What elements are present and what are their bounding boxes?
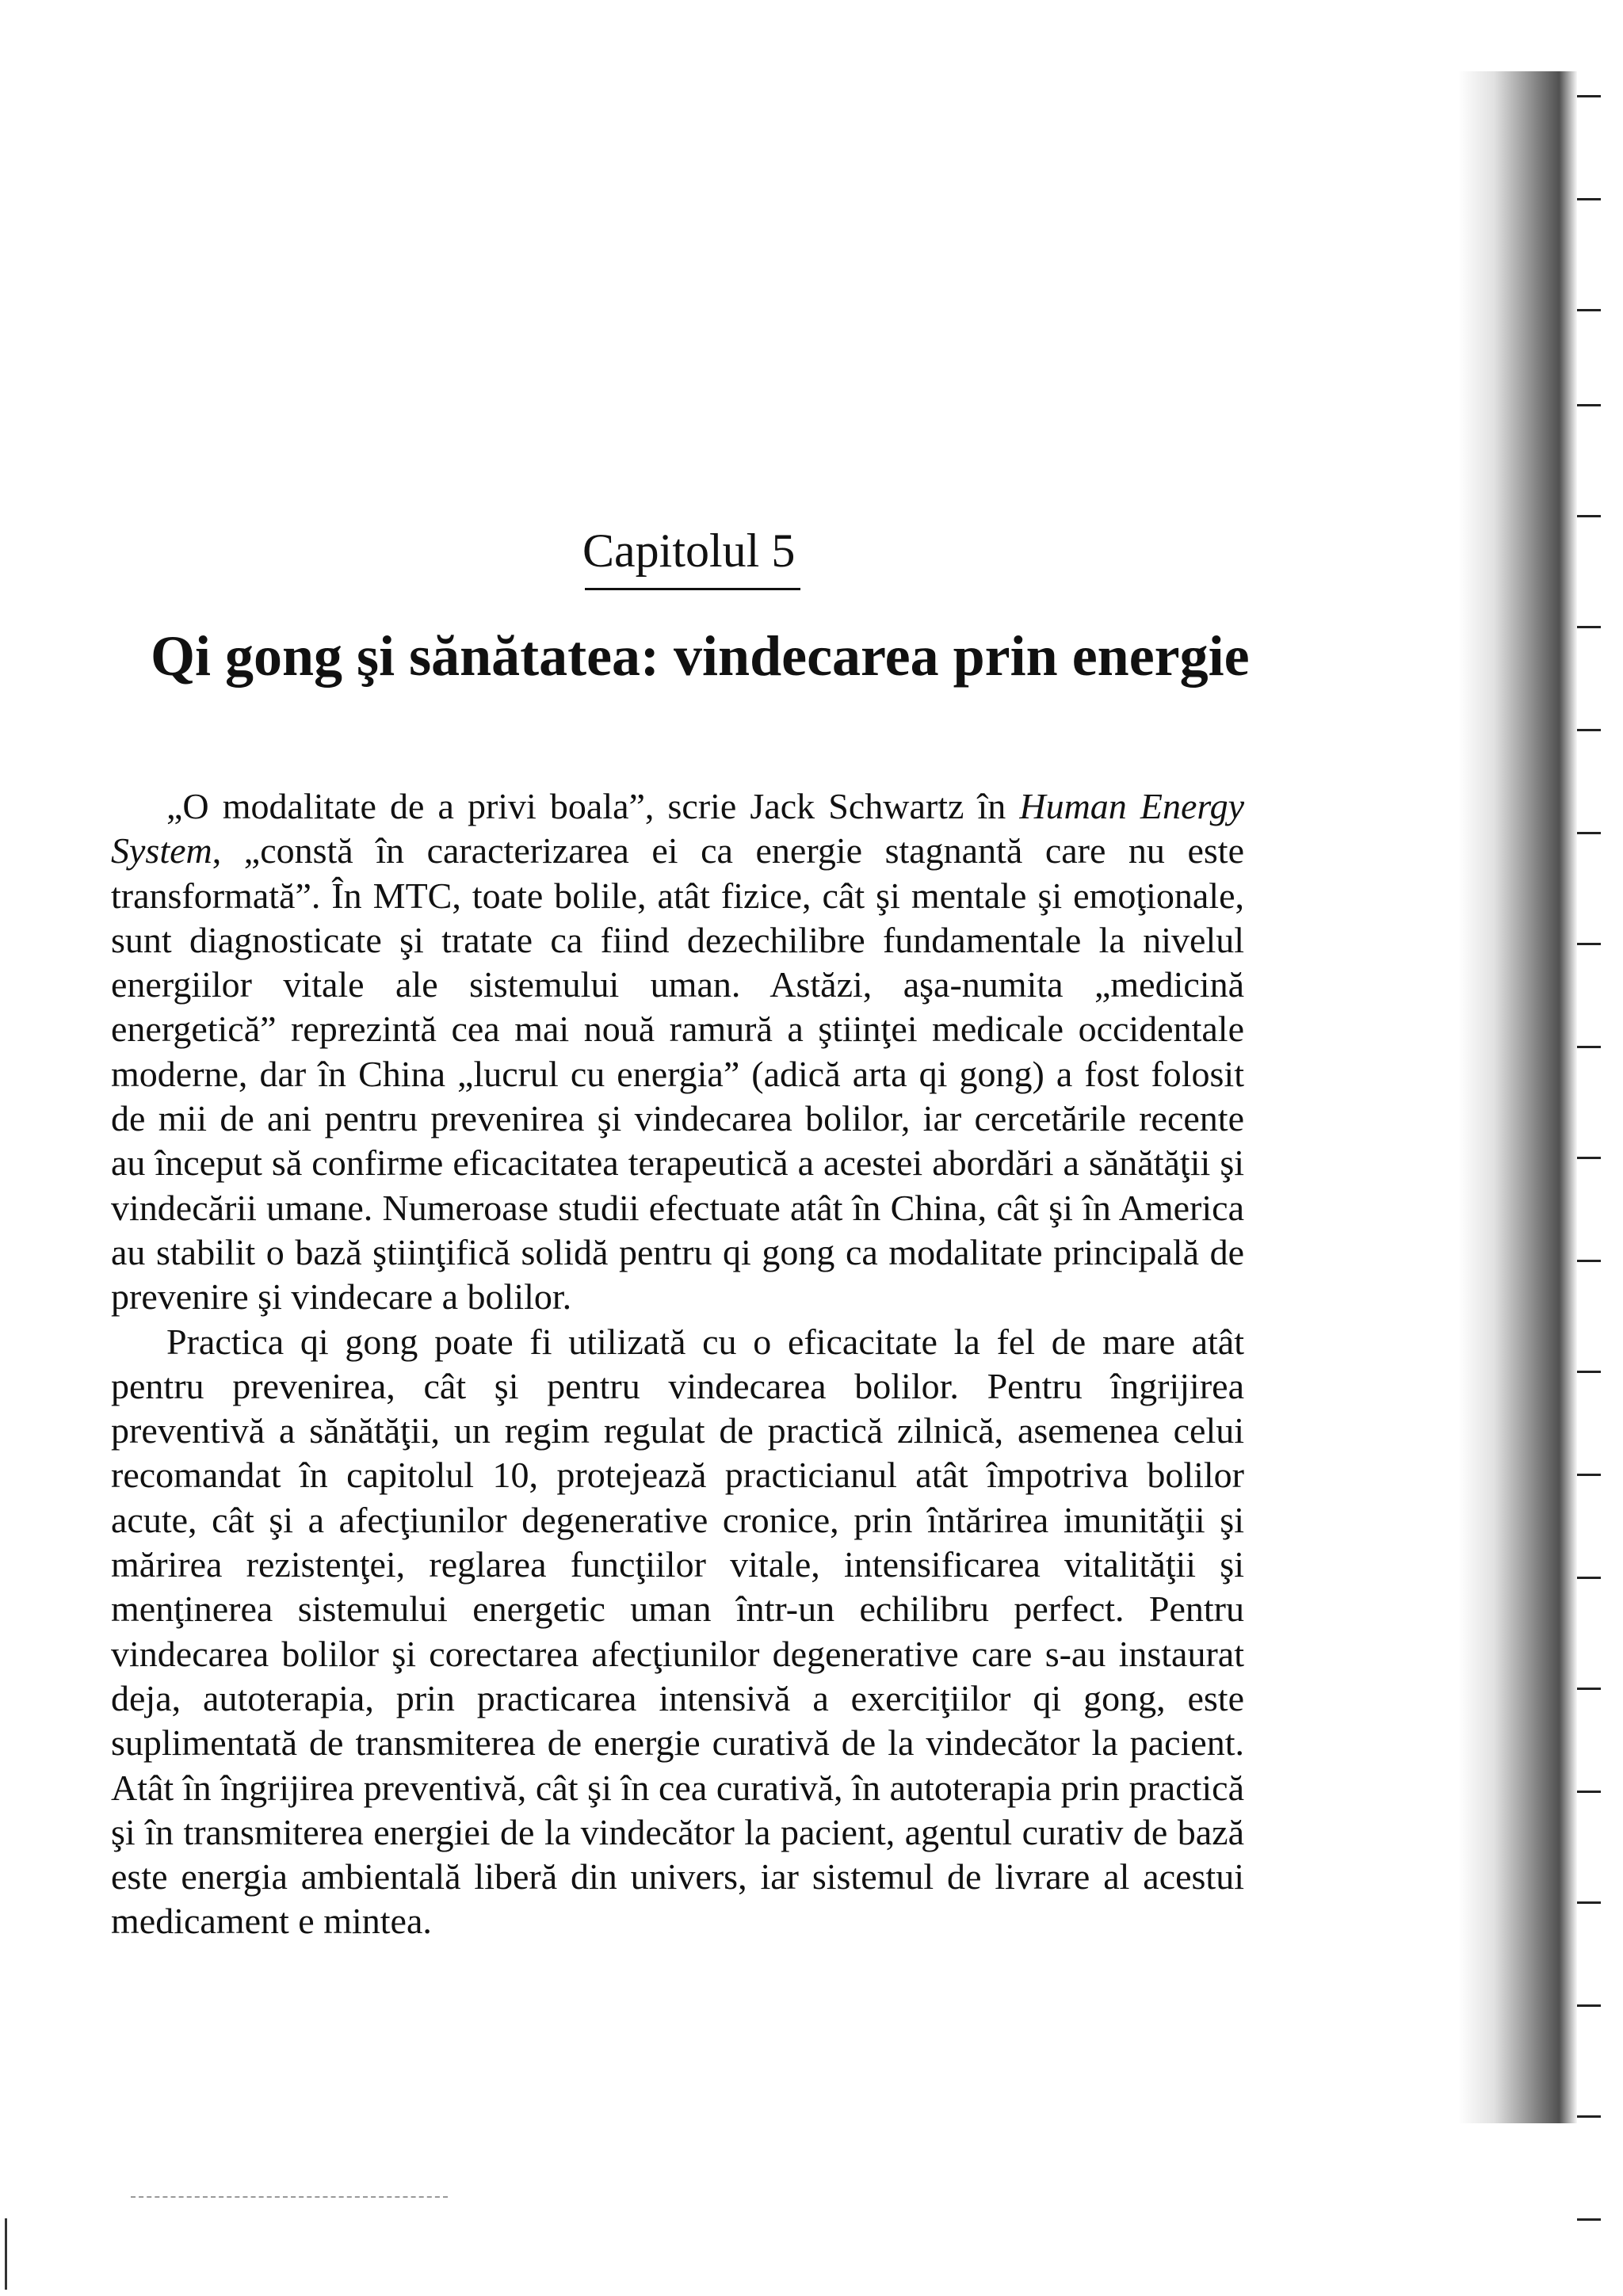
chapter-label: Capitolul 5	[582, 524, 796, 577]
body-text	[111, 784, 1244, 1944]
paragraph-2	[111, 1320, 1244, 1944]
chapter-title: Qi gong şi sănătatea: vindecarea prin energie	[151, 624, 1250, 688]
book-title-italic: Human Energy System	[111, 786, 1244, 871]
scan-edge-shadow	[1458, 71, 1577, 2123]
paragraph-2-text: Practica qi gong poate fi utilizată cu o eficacitate la fel de mare atât pentru prevenirea, cât şi pentru vindecarea bolilor. Pentru îngrijirea preventivă a sănătăţii, un regim regulat de practică zilnică, asemenea celui recomandat în capitolul 10, protejează practicianul atât împotriva bolilor acute, cât şi a afecţiunilor degenerative cronice, prin întărirea imunităţii şi mărirea rezistenţei, reglarea funcţiilor vitale, intensificarea vitalităţii şi menţinerea sistemului energetic uman într-un echilibru perfect. Pentru vindecarea bolilor şi corectarea afecţiunilor degenerative care s-au instaurat deja, autoterapia, prin practicarea intensivă a exerciţiilor qi gong, este suplimentată de transmiterea de energie curativă de la vindecător la pacient. Atât în îngrijirea preventivă, cât şi în cea curativă, în autoterapia prin practică şi în transmiterea energiei de la vindecător la pacient, agentul curativ de bază este energia ambientală liberă din univers, iar sistemul de livrare al acestui medicament e mintea.	[111, 1321, 1244, 1942]
scan-edge-ticks	[1577, 87, 1609, 2242]
paragraph-1-text-before: „O modalitate de a privi boala”, scrie Jack Schwartz în	[166, 786, 1020, 826]
paragraph-1	[111, 784, 1244, 1320]
chapter-underline	[585, 588, 800, 590]
paragraph-1-text-after: , „constă în caracterizarea ei ca energie stagnantă care nu este transformată”. În MTC, toate bolile, atât fizice, cât şi mentale şi emoţionale, sunt diagnosticate şi tratate ca fiind dezechilibre fundamentale la nivelul energiilor vitale ale sistemului uman. Astăzi, aşa-numita „medicină energetică” reprezintă cea mai nouă ramură a ştiinţei medicale occidentale moderne, dar în China „lucrul cu energia” (adică arta qi gong) a fost folosit de mii de ani pentru prevenirea şi vindecarea bolilor, iar cercetările recente au început să confirme eficacitatea terapeutică a acestei abordări a sănătăţii şi vindecării umane. Numeroase studii efectuate atât în China, cât şi în America au stabilit o bază ştiinţifică solidă pentru qi gong ca modalitate principală de prevenire şi vindecare a bolilor.	[111, 830, 1244, 1318]
scan-left-mark	[5, 2218, 7, 2290]
scan-bottom-dashes	[131, 2196, 448, 2199]
